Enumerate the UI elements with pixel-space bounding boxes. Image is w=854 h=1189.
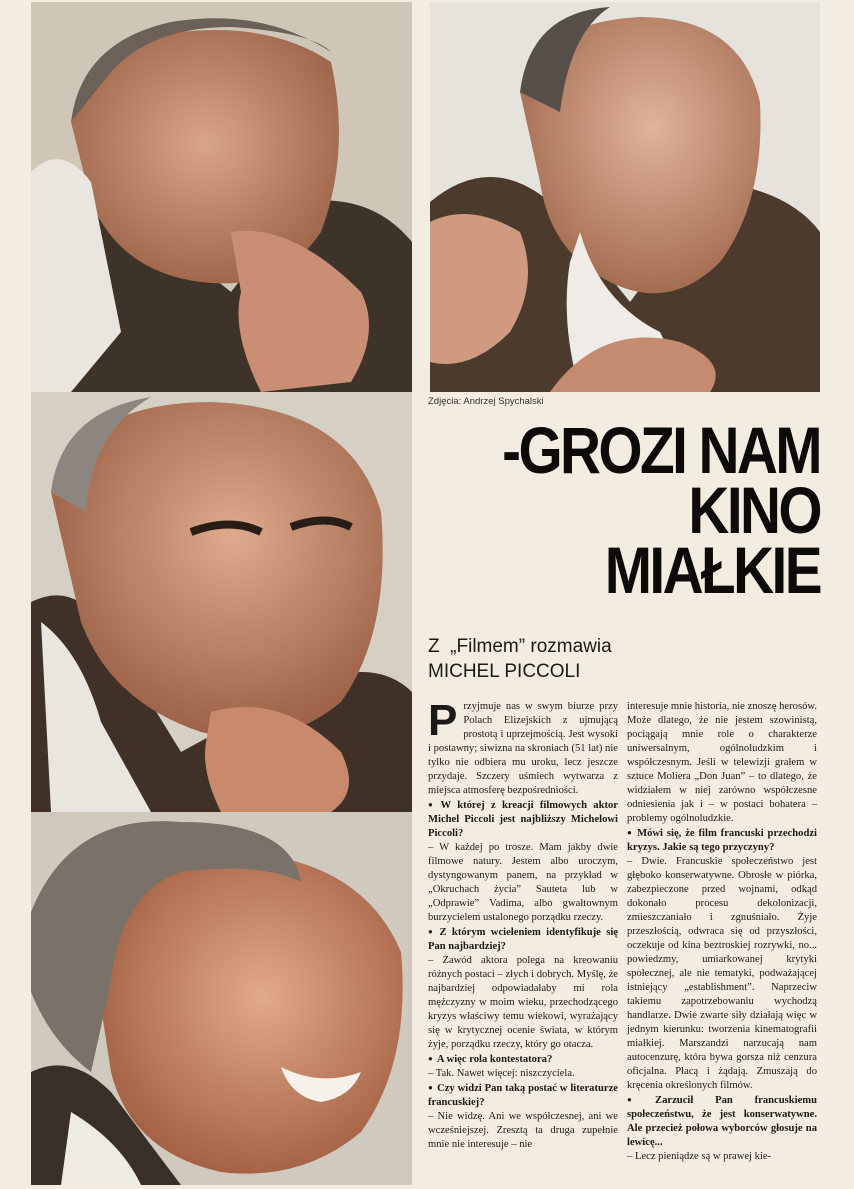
interview-question: ● Czy widzi Pan taką postać w literaturze francuskiej? <box>428 1081 618 1110</box>
photo-credit: Zdjęcia: Andrzej Spychalski <box>428 396 544 407</box>
article-paragraph: – Zawód aktora polega na kreowaniu różnych postaci – złych i dobrych. Myślę, że najbardziej odpowiadałaby mi rola mężczyzny w moim wieku, przechodzącego kryzys właściwy temu wiekowi, wyrażający się w krytycznej ocenie świata, w którym żyje, porządku rzeczy, który go otacza. <box>428 955 618 1050</box>
article-paragraph: – Tak. Nawet więcej: niszczyciela. <box>428 1068 575 1079</box>
article-subtitle <box>428 634 612 684</box>
drop-cap: P <box>428 696 458 745</box>
article-paragraph: – W każdej po trosze. Mam jakby dwie filmowe natury. Jestem albo uroczym, dystyngowanym panem, na przykład w „Okruchach życia” Sauteta lub w „Odprawie” Vadima, albo gwałtownym burzycielem ustalonego porządku rzeczy. <box>428 842 618 923</box>
article-paragraph: interesuje mnie historia, nie znoszę herosów. Może dlatego, że nie jestem szowinistą, pociągają mnie role o charakterze uniwersalnym, ogólnoludzkim i współczesnym. Jeśli w telewizji grałem w sztuce Moliera „Don Juan” – to dlatego, że widziałem w niej zarówno współczesne odniesienia jak i – w postaci bohatera – problemy ogólnoludzkie. <box>627 701 817 824</box>
subtitle-line-1: Z „Filmem” rozmawia <box>428 636 612 657</box>
article-column-right <box>627 700 817 1164</box>
interview-question: ● A więc rola kontestatora? <box>428 1052 618 1067</box>
interview-question: ● Z którym wcieleniem identyfikuje się Pan najbardziej? <box>428 925 618 954</box>
portrait-photo-4 <box>31 812 412 1185</box>
headline-line-1: -GROZI NAM <box>502 413 820 487</box>
subtitle-line-2: MICHEL PICCOLI <box>428 661 581 682</box>
portrait-photo-3 <box>31 392 412 812</box>
interview-question: ● Mówi się, że film francuski przechodzi kryzys. Jakie są tego przyczyny? <box>627 826 817 855</box>
interview-question: ● Zarzucił Pan francuskiemu społeczeństwu, że jest konserwatywne. Ale przecież połowa wyborców głosuje na lewicę... <box>627 1093 817 1150</box>
article-paragraph: – Nie widzę. Ani we współczesnej, ani we wcześniejszej. Zresztą ta druga zupełnie mnie nie interesuje – nie <box>428 1111 618 1150</box>
headline-line-2: KINO <box>688 473 820 547</box>
portrait-photo-2 <box>430 2 820 392</box>
article-paragraph: – Lecz pieniądze są w prawej kie- <box>627 1151 772 1162</box>
headline-line-3: MIAŁKIE <box>604 533 820 607</box>
article-column-left <box>428 696 618 1152</box>
article-paragraph: – Dwie. Francuskie społeczeństwo jest głęboko konserwatywne. Obrosłe w piórka, zabezpieczone przed wojnami, odkąd dokonało procesu dekolonizacji, zmieszczaniało i zgnuśniało. Żyje przeszłością, odwraca się od przyszłości, oczekuje od kina beztroskiej rozrywki, no... powiedzmy, umiarkowanej krytyki społecznej, ale nie tematyki, podważającej istniejący „establishment”. Naprzeciw takiemu zapotrzebowaniu wychodzą handlarze. Dwie zwarte siły działają więc w jednym kierunku: tworzenia kinematografii miałkiej. Marszandzi narzucają nam autocenzurę, która bywa gorsza niż cenzura oficjalna. Płacą i żądają. Zmuszają do kręcenia określonych filmów. <box>627 856 817 1091</box>
portrait-photo-1 <box>31 2 412 392</box>
article-paragraph: rzyjmuje nas w swym biurze przy Polach Elizejskich z ujmującą prostotą i uprzejmością. Jest wysoki i postawny; siwizna na skroniach (51 lat) nie tylko nie odbiera mu uroku, lecz jeszcze przydaje. Szczery uśmiech wytwarza z miejsca atmosferę bezpośredniości. <box>428 701 618 796</box>
article-headline <box>420 413 820 607</box>
interview-question: ● W której z kreacji filmowych aktor Michel Piccoli jest najbliższy Michelowi Piccoli? <box>428 798 618 841</box>
